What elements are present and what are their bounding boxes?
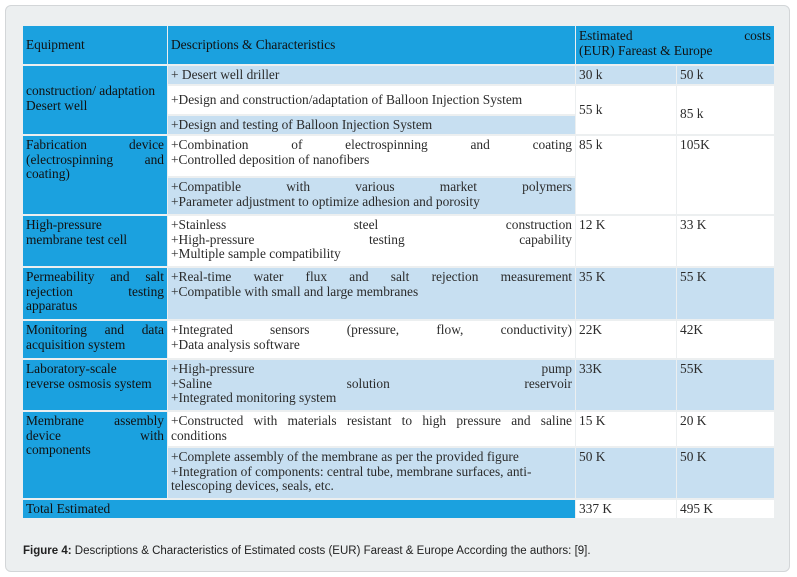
cost-fareast: 12 K xyxy=(576,216,676,266)
equipment-test-cell xyxy=(23,216,167,266)
description-line: +Compatible with various market polymers xyxy=(171,179,572,194)
description xyxy=(168,136,575,176)
description-line: +Combination of electrospinning and coating xyxy=(171,137,572,152)
description: +Design and construction/adaptation of Balloon Injection System xyxy=(168,86,575,114)
header-costs xyxy=(576,26,774,64)
cost-europe: 50 k xyxy=(677,66,774,84)
cost-europe: 33 K xyxy=(677,216,774,266)
description xyxy=(168,268,575,319)
description xyxy=(168,321,575,358)
equipment-membrane-assembly xyxy=(23,412,167,498)
total-europe: 495 K xyxy=(677,500,774,518)
equipment-monitoring-system xyxy=(23,321,167,358)
equipment-line: reverse osmosis system xyxy=(26,375,152,391)
equipment-line: device with xyxy=(26,427,164,443)
equipment-reverse-osmosis xyxy=(23,360,167,410)
description: +Design and testing of Balloon Injection System xyxy=(168,116,575,134)
description-line: +Integrated sensors (pressure, flow, conductivity) xyxy=(171,322,572,337)
equipment-line: membrane test cell xyxy=(26,231,128,247)
description xyxy=(168,360,575,410)
cost-europe: 55 K xyxy=(677,268,774,319)
equipment-line: Monitoring and data xyxy=(26,322,164,337)
description xyxy=(168,178,575,214)
total-label: Total Estimated xyxy=(23,500,575,518)
equipment-desert-well: construction/ adaptation Desert well xyxy=(23,66,167,134)
description-line: +Stainless steel construction xyxy=(171,217,572,232)
description-line: +Parameter adjustment to optimize adhesion and porosity xyxy=(171,193,480,209)
header-costs-line2: (EUR) Fareast & Europe xyxy=(579,42,713,58)
description-line: +Real-time water flux and salt rejection measurement xyxy=(171,269,572,284)
equipment-line: rejection testing xyxy=(26,283,164,299)
description-line: +Compatible with small and large membranes xyxy=(171,283,419,299)
description-line: +Saline solution reservoir xyxy=(171,375,572,391)
description-line: +Controlled deposition of nanofibers xyxy=(171,151,370,167)
equipment-fabrication-device xyxy=(23,136,167,214)
equipment-line: Permeability and salt xyxy=(26,269,164,284)
equipment-line: (electrospinning and xyxy=(26,151,164,167)
equipment-line: coating) xyxy=(26,166,70,181)
header-descriptions: Descriptions & Characteristics xyxy=(168,26,575,64)
equipment-line: components xyxy=(26,442,91,457)
equipment-line: Laboratory-scale xyxy=(26,361,117,376)
equipment-permeability-apparatus xyxy=(23,268,167,319)
cost-europe: 50 K xyxy=(677,448,774,498)
cost-fareast: 15 K xyxy=(576,412,676,446)
description-line: +Constructed with materials resistant to high pressure and saline xyxy=(171,413,572,428)
cost-europe: 20 K xyxy=(677,412,774,446)
equipment-line: apparatus xyxy=(26,298,78,313)
cost-europe: 55K xyxy=(677,360,774,410)
equipment-line: acquisition system xyxy=(26,336,126,352)
cost-fareast: 55 k xyxy=(576,86,676,134)
description-line: +Multiple sample compatibility xyxy=(171,246,341,261)
total-fareast: 337 K xyxy=(576,500,676,518)
description-line: +High-pressure testing capability xyxy=(171,231,572,247)
cost-fareast: 50 K xyxy=(576,448,676,498)
equipment-line: High-pressure xyxy=(26,217,102,232)
description xyxy=(168,412,575,446)
cost-europe: 85 k xyxy=(677,86,774,134)
description xyxy=(168,448,575,498)
cost-fareast: 85 k xyxy=(576,136,676,214)
cost-fareast: 22K xyxy=(576,321,676,358)
description-line: telescoping devices, seals, etc. xyxy=(171,478,334,493)
description-line: +Complete assembly of the membrane as per the provided figure xyxy=(171,449,519,464)
caption-text: Descriptions & Characteristics of Estimated costs (EUR) Fareast & Europe According the authors: [9]. xyxy=(71,545,591,557)
description-line: +High-pressure pump xyxy=(171,361,572,376)
header-equipment: Equipment xyxy=(23,26,167,64)
cost-fareast: 33K xyxy=(576,360,676,410)
description-line: +Data analysis software xyxy=(171,336,300,352)
caption-label: Figure 4: xyxy=(23,545,72,557)
description-line: +Integration of components: central tube, membrane surfaces, anti- xyxy=(171,463,532,479)
cost-europe: 42K xyxy=(677,321,774,358)
cost-fareast: 35 K xyxy=(576,268,676,319)
figure-caption xyxy=(23,545,783,557)
equipment-line: Fabrication device xyxy=(26,137,164,152)
description-line: conditions xyxy=(171,427,227,443)
description: + Desert well driller xyxy=(168,66,575,84)
equipment-line: Membrane assembly xyxy=(26,413,164,428)
description xyxy=(168,216,575,266)
header-costs-line1: Estimated costs xyxy=(579,28,771,43)
cost-europe: 105K xyxy=(677,136,774,214)
description-line: +Integrated monitoring system xyxy=(171,390,337,405)
cost-fareast: 30 k xyxy=(576,66,676,84)
